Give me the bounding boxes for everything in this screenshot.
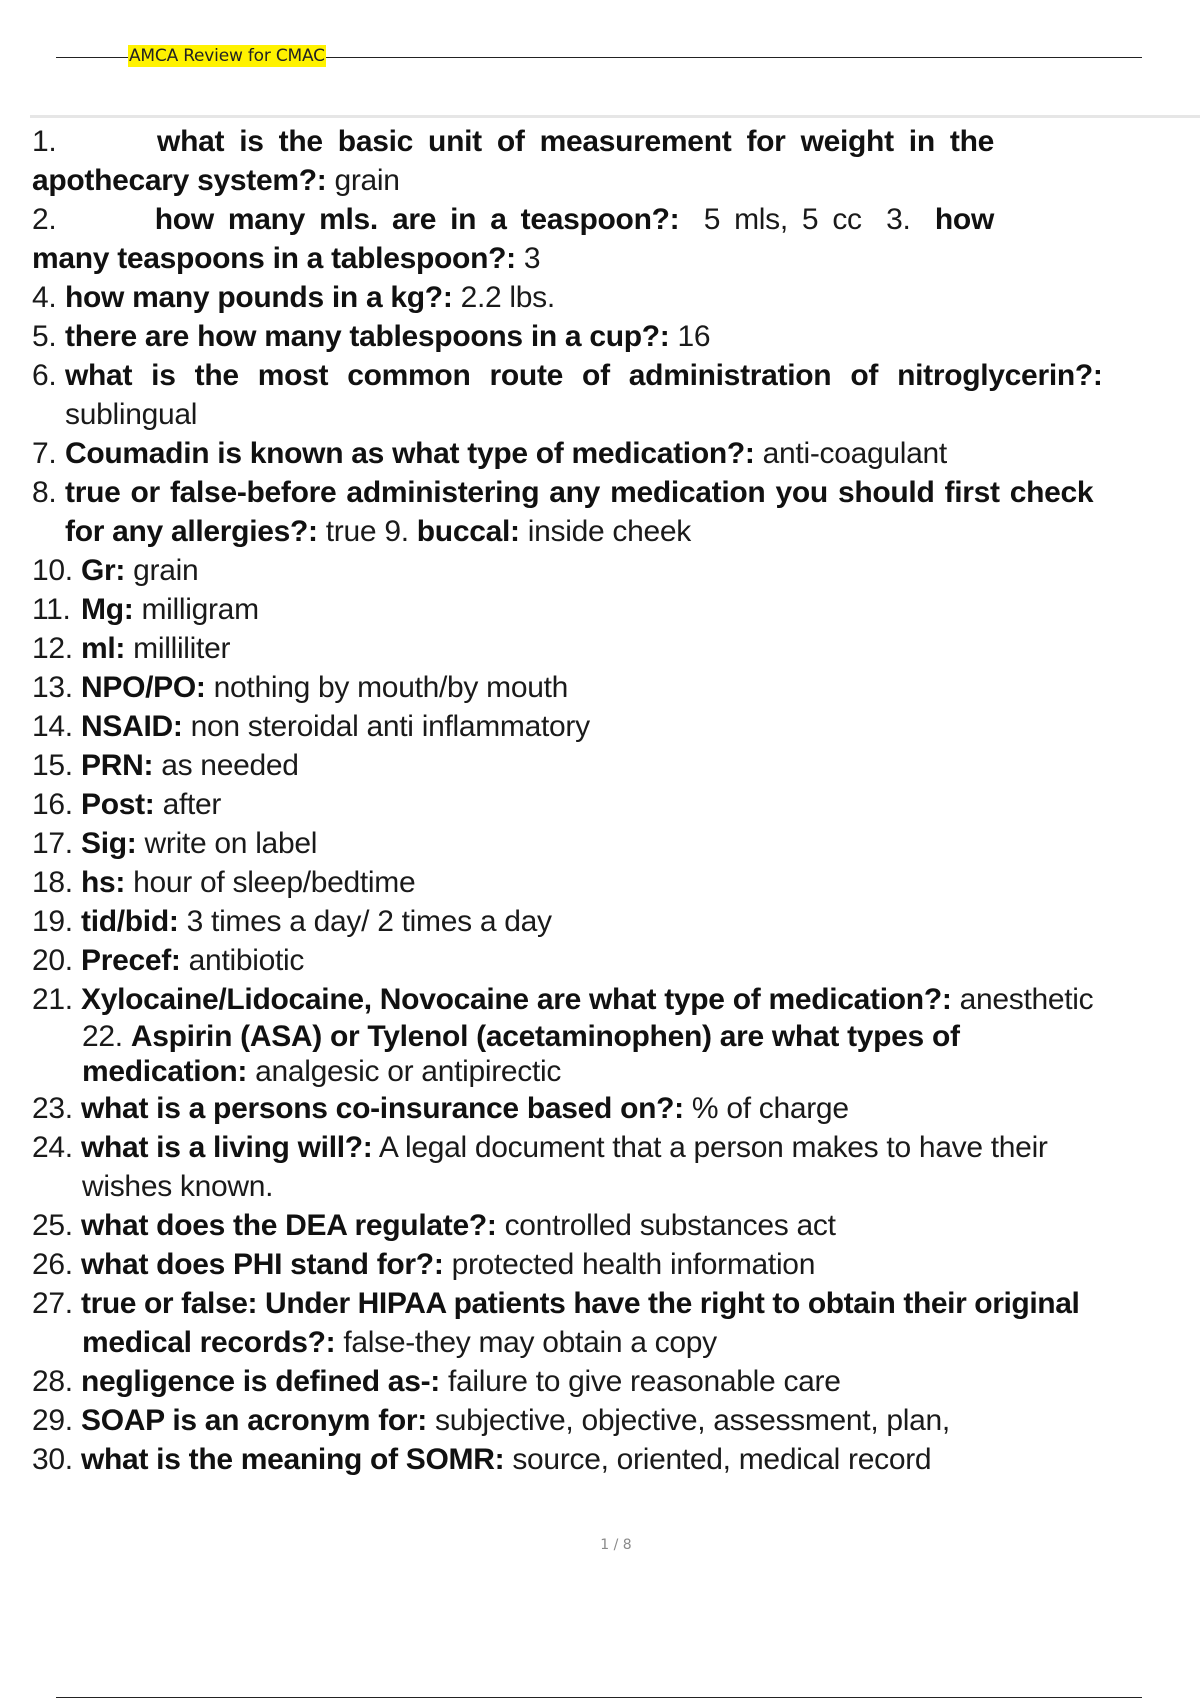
answer: nothing by mouth/by mouth xyxy=(213,671,569,704)
question: what is a living will?: xyxy=(81,1131,373,1164)
item-number: 3. xyxy=(886,203,911,236)
question: there are how many tablespoons in a cup?: xyxy=(65,320,670,353)
question: negligence is defined as-: xyxy=(81,1365,440,1398)
answer: 5 mls, 5 cc xyxy=(703,203,862,236)
answer: wishes known. xyxy=(82,1170,274,1203)
question: Post: xyxy=(81,788,155,821)
question: how many mls. are in a teaspoon?: xyxy=(154,203,680,236)
page-number: 1 / 8 xyxy=(600,1537,632,1553)
question: hs: xyxy=(81,866,126,899)
question: what is the meaning of SOMR: xyxy=(81,1443,505,1476)
answer: failure to give reasonable care xyxy=(448,1365,841,1398)
answer: milliliter xyxy=(133,632,231,665)
question: apothecary system?: xyxy=(32,164,327,197)
answer: false-they may obtain a copy xyxy=(343,1326,717,1359)
question: how xyxy=(934,203,994,236)
question: true or false: Under HIPAA patients have the right to obtain their original xyxy=(81,1287,1080,1320)
list-item: 17. Sig: write on label xyxy=(32,827,318,860)
list-item: 6. what is the most common route of administration of nitroglycerin?: sublingual xyxy=(32,356,1200,434)
question: SOAP is an acronym for: xyxy=(81,1404,427,1437)
answer: anesthetic xyxy=(959,983,1094,1016)
question: Precef: xyxy=(81,944,181,977)
question: what is the most common route of administration of nitroglycerin?: xyxy=(65,359,1103,392)
question: NPO/PO: xyxy=(81,671,206,704)
answer: non steroidal anti inflammatory xyxy=(190,710,590,743)
question: Xylocaine/Lidocaine, Novocaine are what type of medication?: xyxy=(81,983,952,1016)
answer: anti-coagulant xyxy=(762,437,947,470)
list-item: 13. NPO/PO: nothing by mouth/by mouth xyxy=(32,671,569,704)
question: Sig: xyxy=(81,827,137,860)
list-item: 18. hs: hour of sleep/bedtime xyxy=(32,866,416,899)
question: Aspirin (ASA) or Tylenol (acetaminophen) are what types of xyxy=(130,1020,960,1053)
answer: as needed xyxy=(161,749,299,782)
list-item: 30. what is the meaning of SOMR: source, oriented, medical record xyxy=(32,1443,932,1476)
item-number: 2. xyxy=(32,203,57,236)
list-item: 16. Post: after xyxy=(32,788,222,821)
list-item: 4. how many pounds in a kg?: 2.2 lbs. xyxy=(32,281,555,314)
question: tid/bid: xyxy=(81,905,179,938)
answer: 2.2 lbs. xyxy=(460,281,555,314)
list-item: 28. negligence is defined as-: failure to give reasonable care xyxy=(32,1365,841,1398)
answer: antibiotic xyxy=(188,944,305,977)
list-item: 10. Gr: grain xyxy=(32,554,199,587)
answer: milligram xyxy=(141,593,259,626)
list-item: 27. true or false: Under HIPAA patients have the right to obtain their original medical records?: false-they may obtain a copy xyxy=(32,1287,1080,1359)
list-item: 11. Mg: milligram xyxy=(32,593,259,626)
question: buccal: xyxy=(416,515,520,548)
question: Mg: xyxy=(81,593,134,626)
list-item xyxy=(32,200,1200,278)
question: what is the basic unit of measurement for weight in the xyxy=(157,125,994,158)
list-item: 20. Precef: antibiotic xyxy=(32,944,305,977)
question: what is a persons co-insurance based on?: xyxy=(81,1092,684,1125)
list-item: 26. what does PHI stand for?: protected health information xyxy=(32,1248,816,1281)
separator xyxy=(30,115,1200,118)
item-number: 22. xyxy=(82,1020,123,1053)
answer: % of charge xyxy=(691,1092,849,1125)
list-item: 7. Coumadin is known as what type of medication?: anti-coagulant xyxy=(32,437,947,470)
answer: sublingual xyxy=(65,398,198,431)
answer: true xyxy=(325,515,377,548)
answer: source, oriented, medical record xyxy=(512,1443,932,1476)
list-item: 8. true or false-before administering any medication you should first check for any allergies?: true 9. buccal: inside cheek xyxy=(32,476,1094,548)
list-item: 15. PRN: as needed xyxy=(32,749,299,782)
list-item: 24. what is a living will?: A legal document that a person makes to have their wishes known. xyxy=(32,1128,1200,1206)
list-item: 12. ml: milliliter xyxy=(32,632,231,665)
list-item xyxy=(32,122,1200,200)
list-item: 5. there are how many tablespoons in a cup?: 16 xyxy=(32,320,711,353)
header-title: AMCA Review for CMAC xyxy=(129,46,325,66)
question: Coumadin is known as what type of medication?: xyxy=(65,437,755,470)
question: how many pounds in a kg?: xyxy=(65,281,453,314)
answer: protected health information xyxy=(451,1248,816,1281)
answer: 3 xyxy=(523,242,541,275)
list-item: 23. what is a persons co-insurance based on?: % of charge xyxy=(32,1092,849,1125)
answer: A legal document that a person makes to have their xyxy=(378,1131,1048,1164)
question: medication: xyxy=(82,1055,248,1088)
question: for any allergies?: xyxy=(65,515,318,548)
question: medical records?: xyxy=(82,1326,336,1359)
answer: grain xyxy=(133,554,199,587)
question: what does the DEA regulate?: xyxy=(81,1209,497,1242)
list-item: 14. NSAID: non steroidal anti inflammatory xyxy=(32,710,590,743)
answer: inside cheek xyxy=(527,515,691,548)
answer: hour of sleep/bedtime xyxy=(133,866,416,899)
item-number: 1. xyxy=(32,125,57,158)
answer: 3 times a day/ 2 times a day xyxy=(186,905,552,938)
question: true or false-before administering any medication you should first check xyxy=(65,476,1094,509)
answer: write on label xyxy=(144,827,318,860)
list-item: 25. what does the DEA regulate?: controlled substances act xyxy=(32,1209,836,1242)
list-item: 19. tid/bid: 3 times a day/ 2 times a day xyxy=(32,905,552,938)
answer: after xyxy=(162,788,222,821)
answer: analgesic or antipirectic xyxy=(255,1055,562,1088)
qa-list xyxy=(32,122,1200,1479)
item-number: 9. xyxy=(384,515,409,548)
answer: subjective, objective, assessment, plan, xyxy=(435,1404,950,1437)
list-item: 21. Xylocaine/Lidocaine, Novocaine are what type of medication?: anesthetic 22. Aspirin (ASA) or Tylenol (acetaminophen) are what types of medication: analgesic or antipirectic xyxy=(32,983,1094,1088)
question: many teaspoons in a tablespoon?: xyxy=(32,242,516,275)
question: PRN: xyxy=(81,749,154,782)
question: Gr: xyxy=(81,554,126,587)
answer: grain xyxy=(334,164,400,197)
question: ml: xyxy=(81,632,126,665)
answer: controlled substances act xyxy=(504,1209,836,1242)
footer-rule xyxy=(56,1697,1142,1698)
answer: 16 xyxy=(677,320,711,353)
question: NSAID: xyxy=(81,710,183,743)
list-item: 29. SOAP is an acronym for: subjective, objective, assessment, plan, xyxy=(32,1404,950,1437)
question: what does PHI stand for?: xyxy=(81,1248,444,1281)
